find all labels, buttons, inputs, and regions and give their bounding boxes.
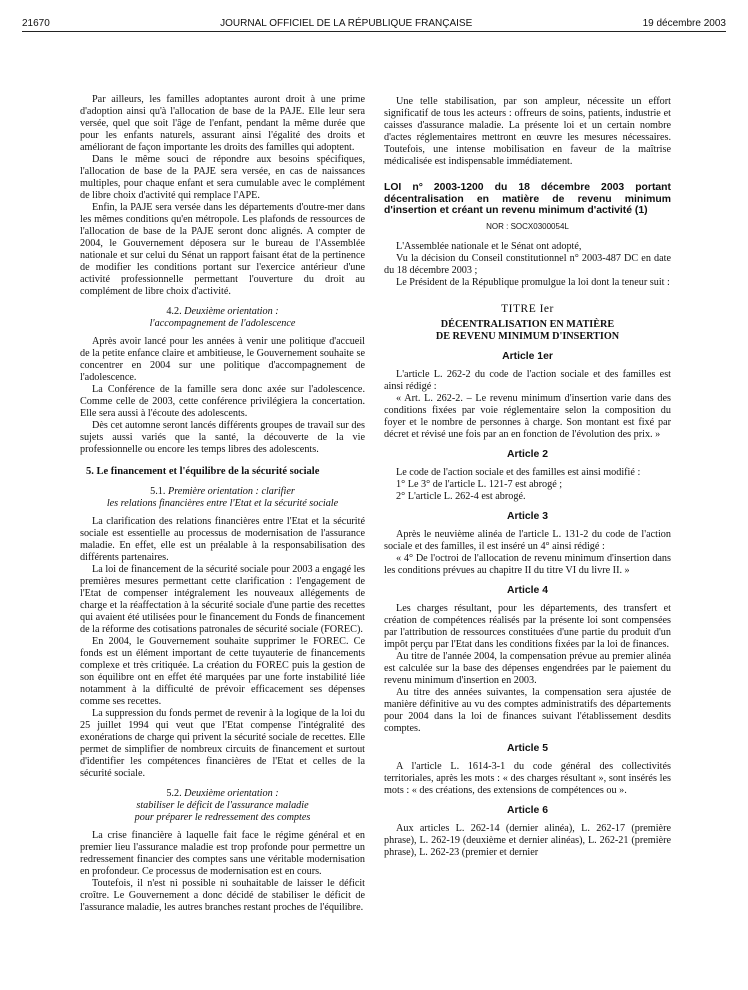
titre-subheading-line: DE REVENU MINIMUM D'INSERTION xyxy=(435,330,620,342)
section-title-line: les relations financières entre l'Etat et la sécurité sociale xyxy=(106,498,339,509)
section-title-line: Première orientation : clarifier xyxy=(167,486,295,497)
paragraph: La loi de financement de la sécurité sociale pour 2003 a engagé les premières mesures permettant cette clarification : l'engagement de l'Etat de compenser intégralement les nouveaux allégements de charge et la réaffectation à la sécurité sociale d'une partie des recettes qui avaient été utilisées pour le financement du Fonds de financement de la réforme des cotisations patronales de sécurité sociale (FOREC). xyxy=(80,564,365,635)
paragraph: La crise financière à laquelle fait face le régime général et en premier lieu l'assurance maladie est trop profonde pour permettre un redressement financier des comptes sans une véritable modernisation en profondeur. Ce processus de modernisation est en cours. xyxy=(80,830,365,877)
paragraph: Vu la décision du Conseil constitutionnel n° 2003-487 DC en date du 18 décembre 2003 ; xyxy=(384,252,671,276)
article-heading: Article 2 xyxy=(506,448,548,460)
law-title: LOI n° 2003-1200 du 18 décembre 2003 portant décentralisation en matière de revenu minimum d'insertion et créant un revenu minimum d'activité (1) xyxy=(384,182,671,217)
article-heading: Article 4 xyxy=(506,584,548,596)
paragraph: Dès cet automne seront lancés différents groupes de travail sur des sujets aussi variés que la santé, la découverte de la vie professionnelle ou encore les temps libres des adolescents. xyxy=(80,420,365,455)
paragraph: En 2004, le Gouvernement souhaite supprimer le FOREC. Ce fonds est un élément important de cette tuyauterie de financements complexe et très critiquée. La création du FOREC puis la gestion de son équilibre ont en effet été marquées par une forte instabilité liée notamment à la difficulté de prévoir efficacement ses dépenses comme ses recettes. xyxy=(80,636,365,707)
paragraph: Toutefois, il n'est ni possible ni souhaitable de laisser le déficit croître. Le Gouvernement a donc décidé de stabiliser le déficit de l'assurance maladie, les autres branches restant proches de l'équilibre. xyxy=(80,878,365,913)
article-heading: Article 6 xyxy=(506,804,548,816)
paragraph: A l'article L. 1614-3-1 du code général des collectivités territoriales, après les mots : « des charges résultant », sont insérés les mots : « des créations, des extensions de compétences ou ». xyxy=(384,760,671,796)
left-column xyxy=(80,94,365,914)
paragraph: 1° Le 3° de l'article L. 121-7 est abrogé ; xyxy=(396,478,563,490)
paragraph: « Art. L. 262-2. – Le revenu minimum d'insertion varie dans des conditions fixées par voie réglementaire selon la composition du foyer et le nombre de personnes à charge. Son montant est fixé par décret et révisé une fois par an en fonction de l'évolution des prix. » xyxy=(384,392,671,440)
section-number: 5.1. xyxy=(150,486,166,497)
paragraph: La suppression du fonds permet de revenir à la logique de la loi du 25 juillet 1994 qui veut que l'Etat compense l'intégralité des exonérations de charge qui privent la sécurité sociale de recettes. Elle permet de simplifier de nombreux circuits de financement et surtout d'identifier les compétences financières de l'Etat et celles de la sécurité sociale. xyxy=(80,708,365,779)
section-heading-5-1 xyxy=(80,486,365,510)
section-title-line: stabiliser le déficit de l'assurance maladie xyxy=(136,800,309,811)
paragraph: Enfin, la PAJE sera versée dans les départements d'outre-mer dans les mêmes conditions qu'en métropole. Les plafonds de ressources de l'allocation de base de la PAJE seront donc alignés. A compter de 2004, le Gouvernement déposera sur le bureau de l'Assemblée nationale et sur celui du Sénat un rapport faisant état de la pertinence de modifier les conditions portant sur l'exercice antérieur d'une activité professionnelle permettant l'ouverture du droit au complément de libre choix d'activité. xyxy=(80,202,365,297)
section-number: 5.2. xyxy=(166,788,182,799)
titre-subheading xyxy=(384,319,671,343)
paragraph: L'article L. 262-2 du code de l'action sociale et des familles est ainsi rédigé : xyxy=(384,368,671,392)
paragraph: 2° L'article L. 262-4 est abrogé. xyxy=(396,490,526,502)
paragraph: Aux articles L. 262-14 (dernier alinéa), L. 262-17 (première phrase), L. 262-19 (deuxième et dernier alinéas), L. 262-21 (première phrase), L. 262-23 (premier et dernier xyxy=(384,822,671,858)
paragraph: Au titre de l'année 2004, la compensation prévue au premier alinéa est calculée sur la base des dépenses engendrées par le paiement du revenu minimum d'insertion en 2003. xyxy=(384,650,671,686)
section-heading-5-2 xyxy=(80,788,365,824)
article-heading: Article 1er xyxy=(502,350,553,362)
paragraph: Après le neuvième alinéa de l'article L. 131-2 du code de l'action sociale et des familles, il est inséré un 4° ainsi rédigé : xyxy=(384,528,671,552)
section-number: 4.2. xyxy=(166,306,182,317)
paragraph: Au titre des années suivantes, la compensation sera ajustée de manière définitive au vu des comptes administratifs des départements pour 2004 dans la loi de finances suivant l'établissement desdits comptes. xyxy=(384,686,671,734)
section-title-line: Deuxième orientation : xyxy=(184,306,279,317)
paragraph: Le code de l'action sociale et des familles est ainsi modifié : xyxy=(396,466,641,478)
paragraph: L'Assemblée nationale et le Sénat ont adopté, xyxy=(396,240,582,252)
article-heading: Article 5 xyxy=(506,742,548,754)
titre-subheading-line: DÉCENTRALISATION EN MATIÈRE xyxy=(440,318,615,330)
paragraph: Dans le même souci de répondre aux besoins spécifiques, l'allocation de base de la PAJE sera versée, en cas de naissances multiples, pour chaque enfant et sera cumulable avec le complément de libre choix d'activité qui remplace l'APE. xyxy=(80,154,365,201)
paragraph: La clarification des relations financières entre l'Etat et la sécurité sociale est essentielle au processus de modernisation de l'assurance maladie. En effet, elle est un préalable à la responsabilisation des différents partenaires. xyxy=(80,516,365,563)
section-heading-4-2 xyxy=(80,306,365,330)
article-heading: Article 3 xyxy=(506,510,548,522)
section-title-line: pour préparer le redressement des comptes xyxy=(134,812,311,823)
paragraph: Après avoir lancé pour les années à venir une politique d'accueil de la petite enfance claire et ambitieuse, le Gouvernement souhaite se concentrer en 2004 sur une politique d'accompagnement de l'adolescence. xyxy=(80,336,365,383)
page-number: 21670 xyxy=(22,18,50,29)
paragraph: « 4° De l'octroi de l'allocation de revenu minimum d'insertion dans les conditions prévues au chapitre II du titre VI du livre II. » xyxy=(384,552,671,576)
paragraph: Une telle stabilisation, par son ampleur, nécessite un effort significatif de tous les acteurs : offreurs de soins, patients, industrie et caisses d'assurance maladie. La présente loi et un certain nombre d'actes réglementaires mettront en œuvre les mesures nécessaires. Toutefois, une intense mobilisation en faveur de la maîtrise médicalisée est indispensable immédiatement. xyxy=(384,96,671,167)
section-title-line: Deuxième orientation : xyxy=(184,788,279,799)
journal-title: JOURNAL OFFICIEL DE LA RÉPUBLIQUE FRANÇAISE xyxy=(220,18,473,29)
nor-reference: NOR : SOCX0300054L xyxy=(486,221,569,231)
paragraph: Par ailleurs, les familles adoptantes auront droit à une prime d'adoption ainsi qu'à l'allocation de base de la PAJE. Elle leur sera versée, quel que soit l'âge de l'enfant, pendant la même durée que pour les enfants naturels, assurant ainsi l'égalité des droits et améliorant de façon importante les droits des familles qui adoptent. xyxy=(80,94,365,153)
page-header xyxy=(22,18,726,32)
paragraph: Le Président de la République promulgue la loi dont la teneur suit : xyxy=(396,276,670,288)
paragraph: La Conférence de la famille sera donc axée sur l'adolescence. Comme celle de 2003, cette conférence privilégiera la concertation. Elle sera aussi à l'écoute des adolescents. xyxy=(80,384,365,419)
paragraph: Les charges résultant, pour les départements, des transfert et création de compétences réalisés par la présente loi sont compensées par l'attribution de ressources constituées d'une partie du produit d'un impôt perçu par l'Etat dans les conditions fixées par la loi de finances. xyxy=(384,602,671,650)
section-title-line: l'accompagnement de l'adolescence xyxy=(149,318,296,329)
section-heading-5: 5. Le financement et l'équilibre de la sécurité sociale xyxy=(86,466,320,477)
issue-date: 19 décembre 2003 xyxy=(642,18,726,29)
right-column xyxy=(384,96,671,859)
titre-heading: TITRE Ier xyxy=(501,302,554,315)
